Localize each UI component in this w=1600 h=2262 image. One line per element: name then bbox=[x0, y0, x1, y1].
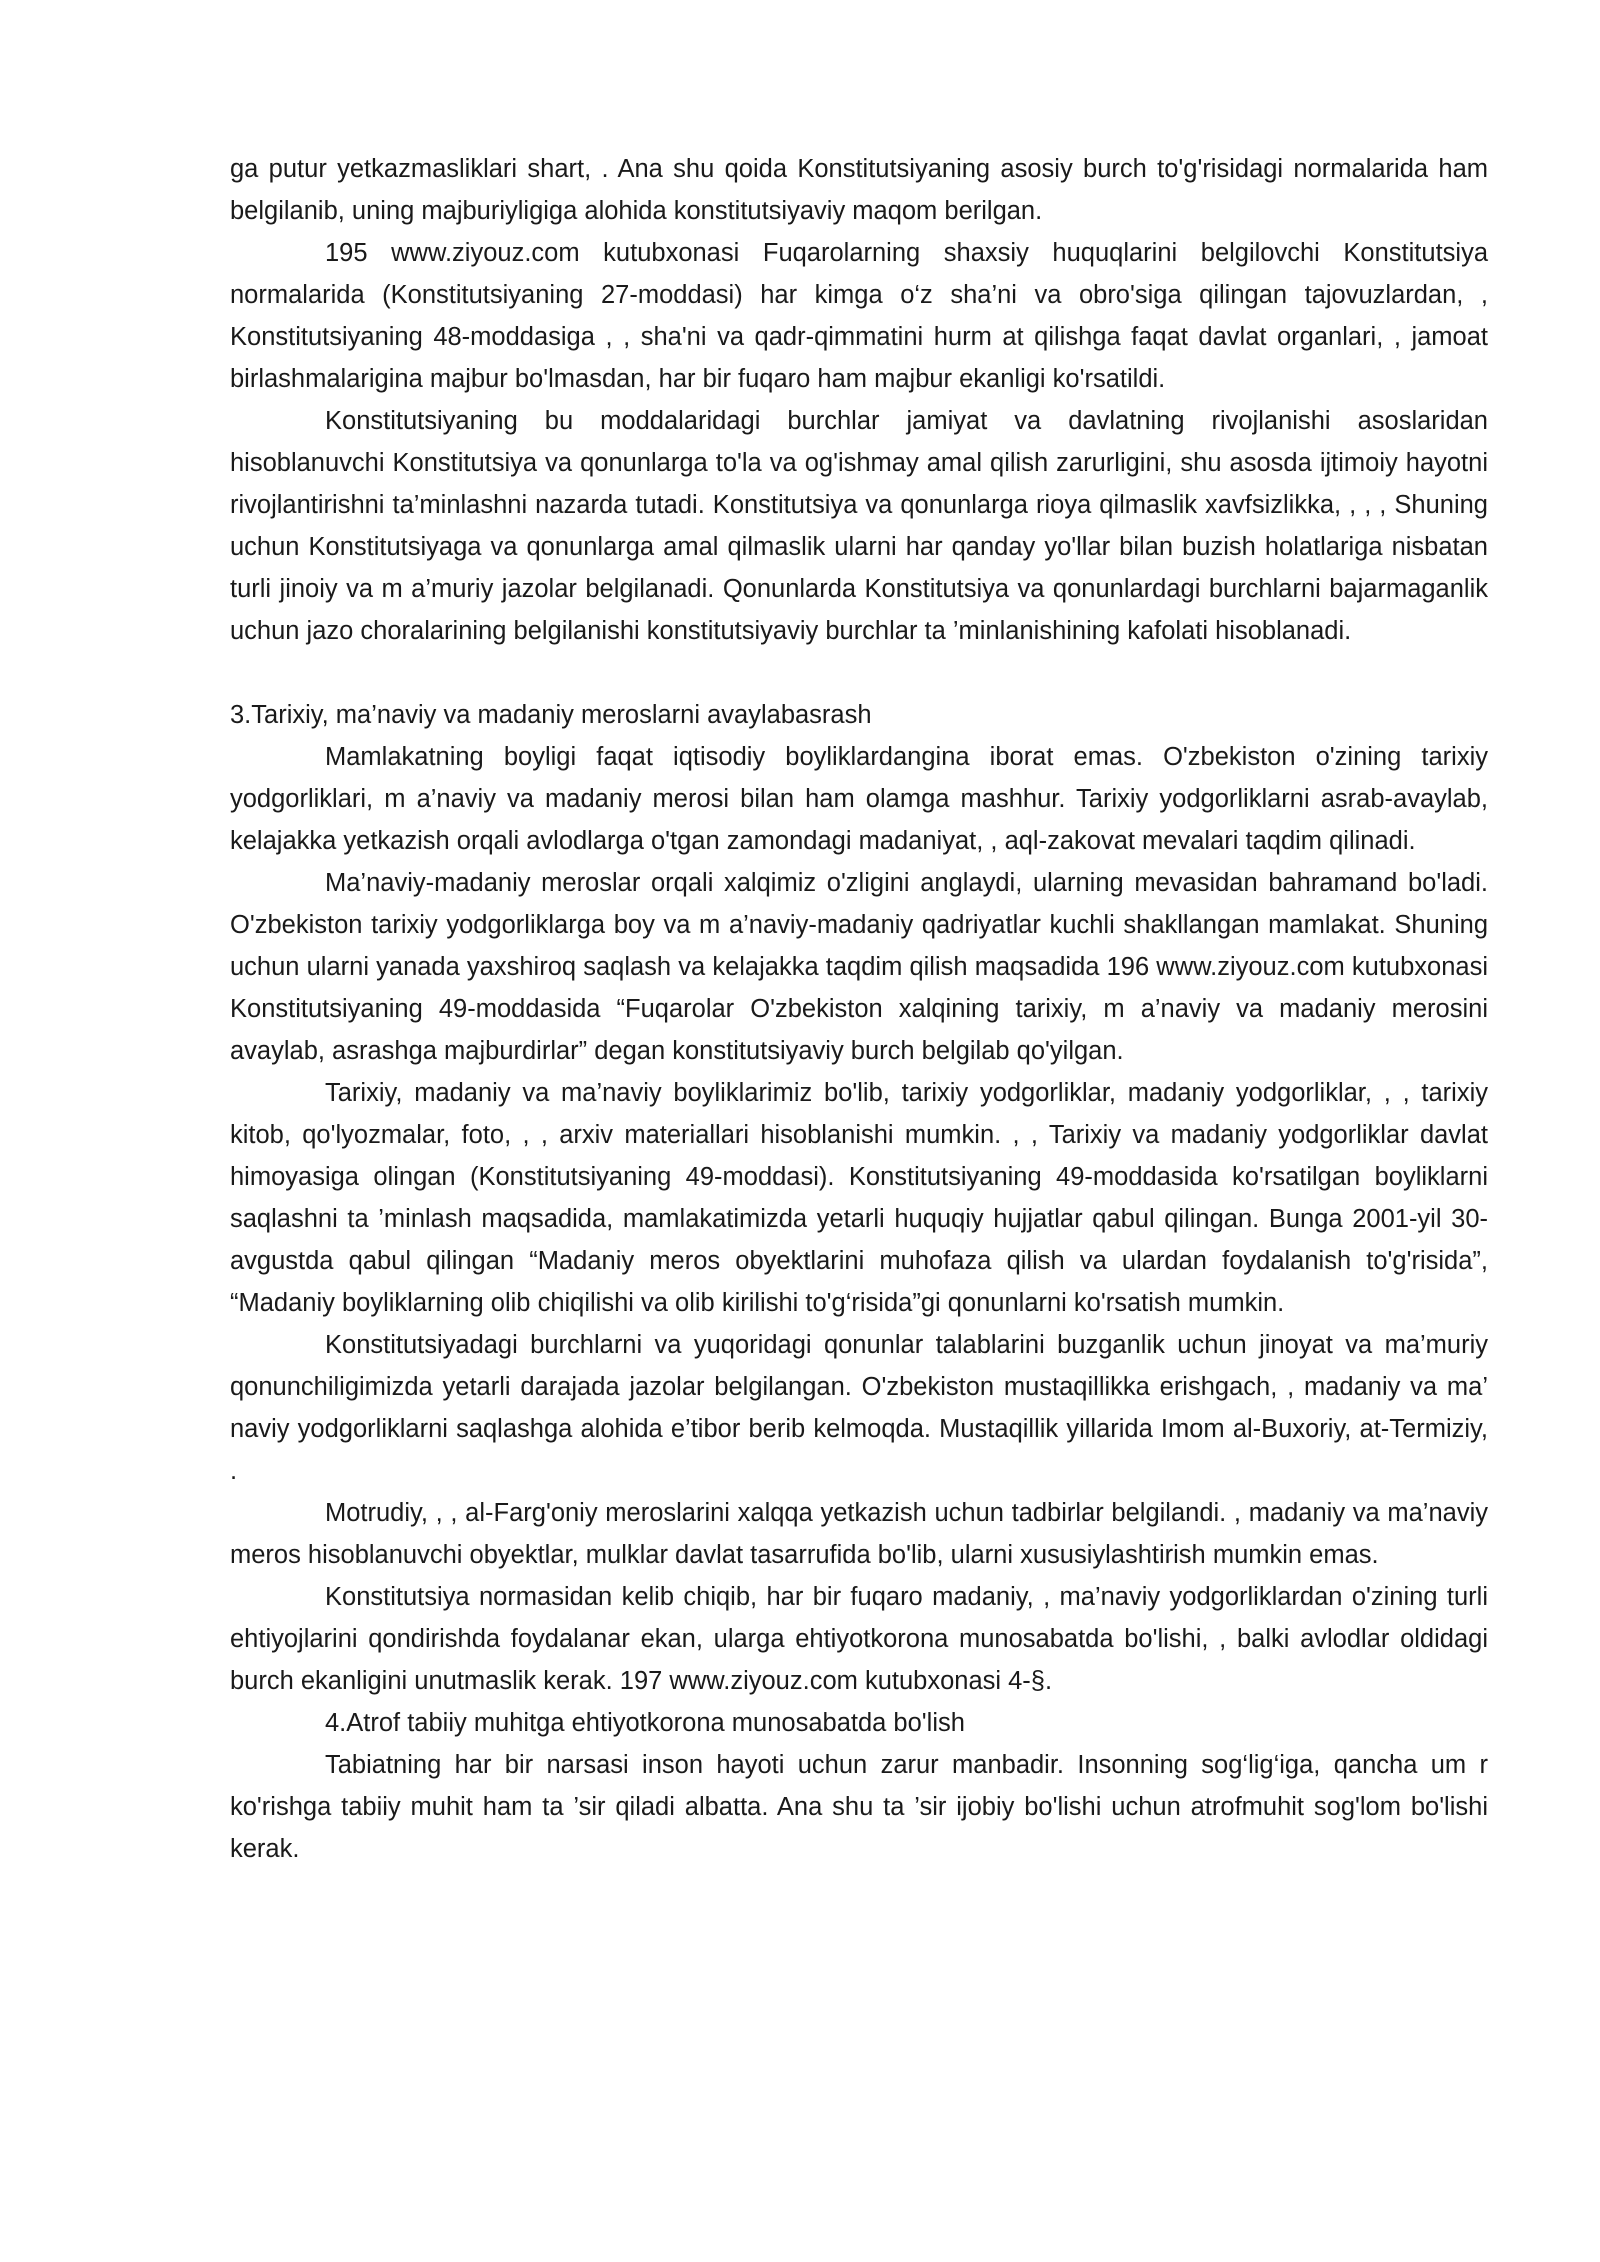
paragraph-7: Konstitutsiyadagi burchlarni va yuqoridagi qonunlar talablarini buzganlik uchun jinoyat va ma’muriy qonunchiligimizda yetarli darajada jazolar belgilangan. O'zbekiston mustaqillikka erishgach, , madaniy va ma’ naviy yodgorliklarni saqlashga alohida e’tibor berib kelmoqda. Mustaqillik yillarida Imom al-Buxoriy, at-Termiziy, . bbox=[230, 1331, 1488, 1485]
paragraph-3: Konstitutsiyaning bu moddalaridagi burchlar jamiyat va davlatning rivojlanishi asoslaridan hisoblanuvchi Konstitutsiya va qonunlarga to'la va og'ishmay amal qilish zarurligini, shu asosda ijtimoiy hayotni rivojlantirishni ta’minlashni nazarda tutadi. Konstitutsiya va qonunlarga rioya qilmaslik xavfsizlikka, , , , Shuning uchun Konstitutsiyaga va qonunlarga amal qilmaslik ularni har qanday yo'llar bilan buzish holatlariga nisbatan turli jinoiy va m a’muriy jazolar belgilanadi. Qonunlarda Konstitutsiya va qonunlardagi burchlarni bajarmaganlik uchun jazo choralarining belgilanishi konstitutsiyaviy burchlar ta ’minlanishining kafolati hisoblanadi. bbox=[230, 407, 1488, 645]
paragraph-9: Konstitutsiya normasidan kelib chiqib, har bir fuqaro madaniy, , ma’naviy yodgorliklardan o'zining turli ehtiyojlarini qondirishda foydalanar ekan, ularga ehtiyotkorona munosabatda bo'lishi, , balki avlodlar oldidagi burch ekanligini unutmaslik kerak. 197 www.ziyouz.com kutubxonasi 4-§. bbox=[230, 1583, 1488, 1695]
paragraph-4: Mamlakatning boyligi faqat iqtisodiy boyliklardangina iborat emas. O'zbekiston o'zining tarixiy yodgorliklari, m a’naviy va madaniy merosi bilan ham olamga mashhur. Tarixiy yodgorliklarni asrab-avaylab, kelajakka yetkazish orqali avlodlarga o'tgan zamondagi madaniyat, , aql-zakovat mevalari taqdim qilinadi. bbox=[230, 743, 1488, 855]
section-heading-4: 4.Atrof tabiiy muhitga ehtiyotkorona munosabatda bo'lish bbox=[325, 1709, 965, 1737]
document-page bbox=[230, 148, 1488, 1870]
paragraph-10: Tabiatning har bir narsasi inson hayoti uchun zarur manbadir. Insonning sog‘lig‘iga, qancha um r ko'rishga tabiiy muhit ham ta ’sir qiladi albatta. Ana shu ta ’sir ijobiy bo'lishi uchun atrofmuhit sog'lom bo'lishi kerak. bbox=[230, 1751, 1488, 1863]
paragraph-gap bbox=[230, 652, 1488, 694]
paragraph-1: ga putur yetkazmasliklari shart, . Ana shu qoida Konstitutsiyaning asosiy burch to'g'risidagi normalarida ham belgilanib, uning majburiyligiga alohida konstitutsiyaviy maqom berilgan. bbox=[230, 155, 1488, 225]
paragraph-2: 195 www.ziyouz.com kutubxonasi Fuqarolarning shaxsiy huquqlarini belgilovchi Konstitutsiya normalarida (Konstitutsiyaning 27-moddasi) har kimga o‘z sha’ni va obro'siga qilingan tajovuzlardan, , Konstitutsiyaning 48-moddasiga , , sha'ni va qadr-qimmatini hurm at qilishga faqat davlat organlari, , jamoat birlashmalarigina majbur bo'lmasdan, har bir fuqaro ham majbur ekanligi ko'rsatildi. bbox=[230, 239, 1488, 393]
paragraph-5: Ma’naviy-madaniy meroslar orqali xalqimiz o'zligini anglaydi, ularning mevasidan bahramand bo'ladi. O'zbekiston tarixiy yodgorliklarga boy va m a’naviy-madaniy qadriyatlar kuchli shakllangan mamlakat. Shuning uchun ularni yanada yaxshiroq saqlash va kelajakka taqdim qilish maqsadida 196 www.ziyouz.com kutubxonasi Konstitutsiyaning 49-moddasida “Fuqarolar O'zbekiston xalqining tarixiy, m a’naviy va madaniy merosini avaylab, asrashga majburdirlar” degan konstitutsiyaviy burch belgilab qo'yilgan. bbox=[230, 869, 1488, 1065]
paragraph-6: Tarixiy, madaniy va ma’naviy boyliklarimiz bo'lib, tarixiy yodgorliklar, madaniy yodgorliklar, , , tarixiy kitob, qo'lyozmalar, foto, , , arxiv materiallari hisoblanishi mumkin. , , Tarixiy va madaniy yodgorliklar davlat himoyasiga olingan (Konstitutsiyaning 49-moddasi). Konstitutsiyaning 49-moddasida ko'rsatilgan boyliklarni saqlashni ta ’minlash maqsadida, mamlakatimizda yetarli huquqiy hujjatlar qabul qilingan. Bunga 2001-yil 30-avgustda qabul qilingan “Madaniy meros obyektlarini muhofaza qilish va ulardan foydalanish to'g'risida”, “Madaniy boyliklarning olib chiqilishi va olib kirilishi to'g‘risida”gi qonunlarni ko'rsatish mumkin. bbox=[230, 1079, 1488, 1317]
paragraph-8: Motrudiy, , , al-Farg'oniy meroslarini xalqqa yetkazish uchun tadbirlar belgilandi. , madaniy va ma’naviy meros hisoblanuvchi obyektlar, mulklar davlat tasarrufida bo'lib, ularni xususiylashtirish mumkin emas. bbox=[230, 1499, 1488, 1569]
section-heading-3: 3.Tarixiy, ma’naviy va madaniy meroslarni avaylabasrash bbox=[230, 701, 872, 729]
